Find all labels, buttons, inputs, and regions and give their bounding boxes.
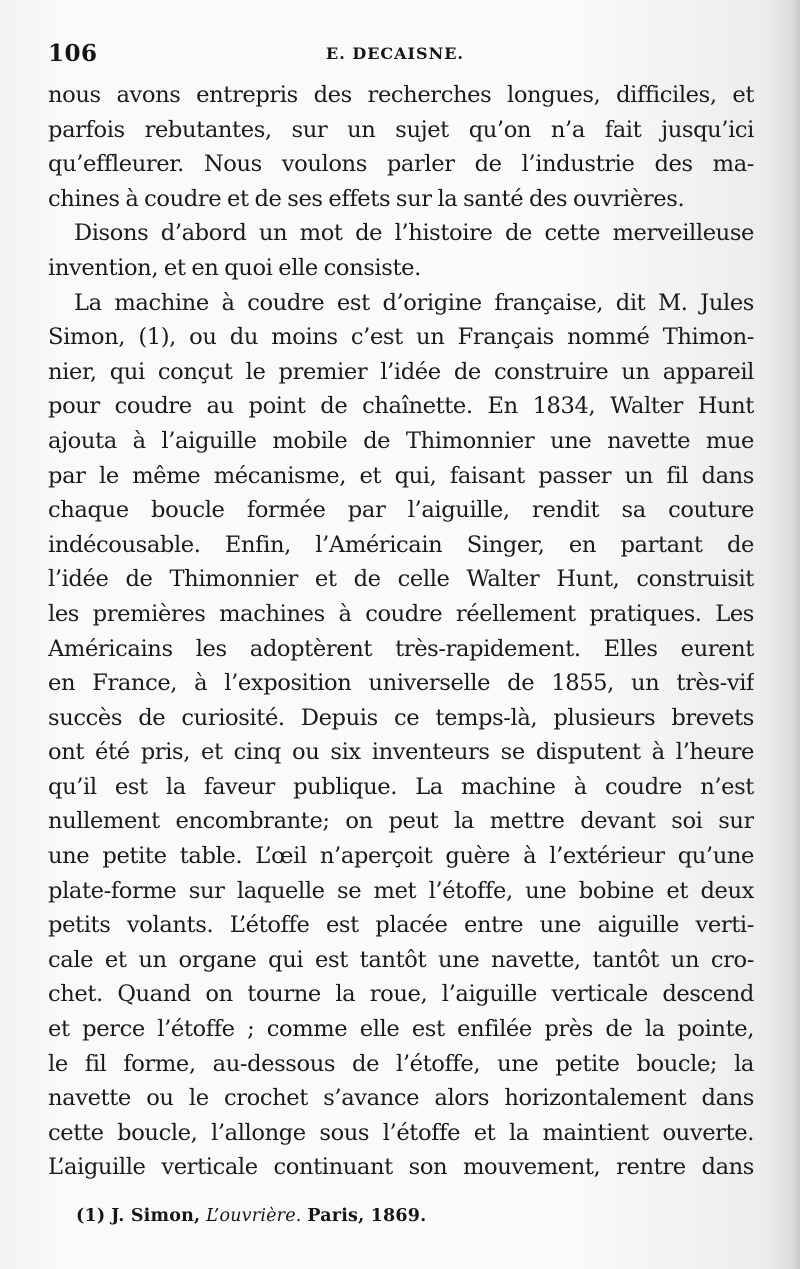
text-line: succès de curiosité. Depuis ce temps-là, plusieurs brevets (48, 704, 754, 731)
text-line: le fil forme, au-dessous de l’étoffe, une petite boucle; la (48, 1050, 754, 1077)
text-line: nier, qui conçut le premier l’idée de construire un appareil (48, 358, 754, 385)
text-line: indécousable. Enfin, l’Américain Singer, en partant de (48, 531, 754, 558)
text-line: plate-forme sur laquelle se met l’étoffe, une bobine et deux (48, 877, 754, 904)
text-line: Simon, (1), ou du moins c’est un Français nommé Thimon- (48, 324, 754, 351)
page-header (48, 40, 754, 74)
text-line: pour coudre au point de chaînette. En 1834, Walter Hunt (48, 393, 754, 420)
text-line: chines à coudre et de ses effets sur la santé des ouvrières. (48, 185, 685, 212)
text-line: qu’il est la faveur publique. La machine à coudre n’est (48, 773, 754, 800)
body-text (48, 78, 754, 1185)
text-line: par le même mécanisme, et qui, faisant passer un fil dans (48, 462, 754, 489)
text-line: cette boucle, l’allonge sous l’étoffe et la maintient ouverte. (48, 1119, 754, 1146)
text-line: l’idée de Thimonnier et de celle Walter Hunt, construisit (48, 566, 754, 593)
text-line: et perce l’étoffe ; comme elle est enfilée près de la pointe, (48, 1016, 754, 1043)
text-line: Américains les adoptèrent très-rapidement. Elles eurent (48, 635, 754, 662)
text-line: chaque boucle formée par l’aiguille, rendit sa couture (48, 497, 754, 524)
text-line: Disons d’abord un mot de l’histoire de cette merveilleuse (74, 220, 754, 247)
text-line: petits volants. L’étoffe est placée entre une aiguille verti- (48, 912, 754, 939)
text-line: La machine à coudre est d’origine française, dit M. Jules (74, 289, 754, 316)
running-head: E. DECAISNE. (326, 44, 464, 63)
footnote (76, 1206, 426, 1226)
text-line: navette ou le crochet s’avance alors horizontalement dans (48, 1085, 754, 1112)
footnote-author: J. Simon, (111, 1206, 201, 1226)
text-line: les premières machines à coudre réellement pratiques. Les (48, 600, 754, 627)
text-line: invention, et en quoi elle consiste. (48, 254, 421, 281)
text-line: en France, à l’exposition universelle de 1855, un très-vif (48, 670, 754, 697)
text-line: cale et un organe qui est tantôt une navette, tantôt un cro- (48, 946, 754, 973)
text-line: parfois rebutantes, sur un sujet qu’on n’a fait jusqu’ici (48, 116, 754, 143)
text-line: L’aiguille verticale continuant son mouvement, rentre dans (48, 1154, 754, 1181)
footnote-publication: Paris, 1869. (307, 1206, 427, 1226)
text-line: ajouta à l’aiguille mobile de Thimonnier une navette mue (48, 427, 754, 454)
page-number: 106 (48, 40, 98, 67)
text-line: une petite table. L’œil n’aperçoit guère à l’extérieur qu’une (48, 843, 754, 870)
text-line: nullement encombrante; on peut la mettre devant soi sur (48, 808, 754, 835)
text-line: nous avons entrepris des recherches longues, difficiles, et (48, 82, 754, 108)
text-line: qu’effleurer. Nous voulons parler de l’industrie des ma- (48, 151, 754, 178)
text-line: ont été pris, et cinq ou six inventeurs se disputent à l’heure (48, 739, 754, 766)
text-line: chet. Quand on tourne la roue, l’aiguille verticale descend (48, 981, 754, 1008)
page-edge-shadow (790, 0, 800, 1269)
footnote-ref: (1) (76, 1206, 106, 1226)
footnote-title: L’ouvrière. (206, 1206, 302, 1226)
